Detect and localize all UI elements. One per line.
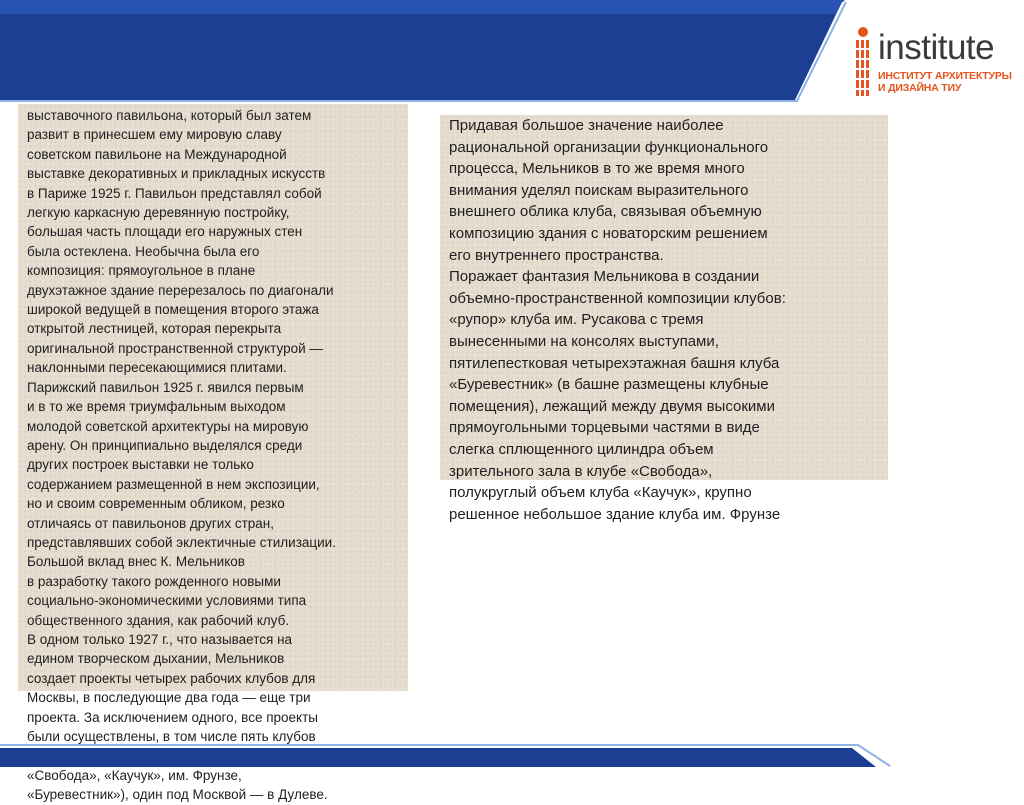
text-line: слегка сплющенного цилиндра объем bbox=[449, 440, 714, 458]
text-line: внешнего облика клуба, связывая объемную bbox=[449, 203, 762, 221]
text-line: внимания уделял поискам выразительного bbox=[449, 181, 749, 199]
text-line: создает проекты четырех рабочих клубов для bbox=[27, 670, 316, 686]
logo-subtitle-line-1: ИНСТИТУТ АРХИТЕКТУРЫ bbox=[878, 70, 1012, 82]
text-line: рациональной организации функционального bbox=[449, 138, 769, 156]
text-line: выставочного павильона, который был затем bbox=[27, 108, 312, 123]
header-band-sheen bbox=[0, 0, 843, 14]
scanned-text-right bbox=[440, 115, 888, 523]
text-line: помещения), лежащий между двумя высокими bbox=[449, 397, 775, 415]
logo-wordmark: institute bbox=[878, 28, 995, 67]
text-line: развит в принесшем ему мировую славу bbox=[27, 127, 282, 143]
text-line: «Свобода», «Каучук», им. Фрунзе, bbox=[27, 767, 242, 783]
text-line: процесса, Мельников в то же время много bbox=[449, 160, 745, 178]
text-line: оригинальной пространственной структурой — bbox=[27, 340, 323, 356]
text-line: едином творческом дыхании, Мельников bbox=[27, 651, 285, 667]
text-line: В одном только 1927 г., что называется на bbox=[27, 631, 293, 647]
text-line: большая часть площади его наружных стен bbox=[27, 224, 303, 240]
scanned-text-left bbox=[18, 104, 408, 803]
text-line: Поражает фантазия Мельникова в создании bbox=[449, 268, 760, 286]
text-line: широкой ведущей в помещения второго этажа bbox=[27, 302, 319, 318]
text-line: молодой советской архитектуры на мировую bbox=[27, 418, 309, 434]
text-line: Придавая большое значение наиболее bbox=[449, 117, 724, 134]
text-line: его внутреннего пространства. bbox=[449, 246, 664, 264]
text-line: объемно-пространственной композиции клубов: bbox=[449, 289, 786, 307]
text-line: в Париже 1925 г. Павильон представлял собой bbox=[27, 185, 322, 201]
text-line: советском павильоне на Международной bbox=[27, 146, 287, 162]
text-line: Большой вклад внес К. Мельников bbox=[27, 554, 245, 570]
header-band-fill bbox=[0, 0, 843, 100]
text-line: зрительного зала в клубе «Свобода», bbox=[449, 462, 713, 480]
text-line: Парижский павильон 1925 г. явился первым bbox=[27, 379, 304, 395]
text-line: Москвы, в последующие два года — еще три bbox=[27, 690, 311, 706]
text-line: была остеклена. Необычна была его bbox=[27, 243, 260, 259]
text-line: наклонными пересекающимися плитами. bbox=[27, 360, 287, 376]
text-line: «Буревестник»), один под Москвой — в Дулеве. bbox=[27, 787, 328, 803]
text-line: композиция: прямоугольное в плане bbox=[27, 263, 256, 279]
text-line: решенное небольшое здание клуба им. Фрунзе bbox=[449, 505, 781, 523]
text-line: общественного здания, как рабочий клуб. bbox=[27, 612, 290, 628]
institute-logo bbox=[850, 20, 1020, 100]
text-line: социально-экономическими условиями типа bbox=[27, 593, 307, 609]
footer-band bbox=[0, 742, 1024, 767]
text-line: пятилепестковая четырехэтажная башня клуба bbox=[449, 354, 780, 372]
text-line: но и своим современным обликом, резко bbox=[27, 496, 285, 512]
text-line: были осуществлены, в том числе пять клубов bbox=[27, 729, 316, 744]
text-line: «рупор» клуба им. Русакова с тремя bbox=[449, 311, 704, 329]
text-line: и в то же время триумфальным выходом bbox=[27, 399, 286, 415]
text-line: выставке декоративных и прикладных искусств bbox=[27, 166, 326, 182]
text-line: легкую каркасную деревянную постройку, bbox=[27, 205, 290, 221]
footer-band-fill bbox=[0, 748, 876, 767]
text-line: представлявших собой эклектичные стилизации. bbox=[27, 534, 336, 550]
logo-subtitle bbox=[878, 70, 1012, 94]
text-line: прямоугольными торцевыми частями в виде bbox=[449, 419, 760, 437]
text-line: арену. Он принципиально выделялся среди bbox=[27, 437, 303, 453]
logo-figure-icon bbox=[852, 26, 874, 98]
logo-subtitle-line-2: И ДИЗАЙНА ТИУ bbox=[878, 82, 962, 94]
text-line: вынесенными на консолях выступами, bbox=[449, 332, 719, 350]
text-line: полукруглый объем клуба «Каучук», крупно bbox=[449, 484, 752, 502]
text-line: открытой лестницей, которая перекрыта bbox=[27, 321, 282, 337]
text-line: «Буревестник» (в башне размещены клубные bbox=[449, 376, 769, 394]
text-line: содержанием размещенной в нем экспозиции, bbox=[27, 476, 320, 492]
text-line: двухэтажное здание перерезалось по диагонали bbox=[27, 282, 334, 298]
text-line: других построек выставки не только bbox=[27, 457, 254, 473]
text-line: проекта. За исключением одного, все проекты bbox=[27, 709, 318, 725]
text-line: композицию здания с новаторским решением bbox=[449, 224, 768, 242]
text-line: отличаясь от павильонов других стран, bbox=[27, 515, 274, 531]
text-line: в разработку такого рожденного новыми bbox=[27, 573, 281, 589]
